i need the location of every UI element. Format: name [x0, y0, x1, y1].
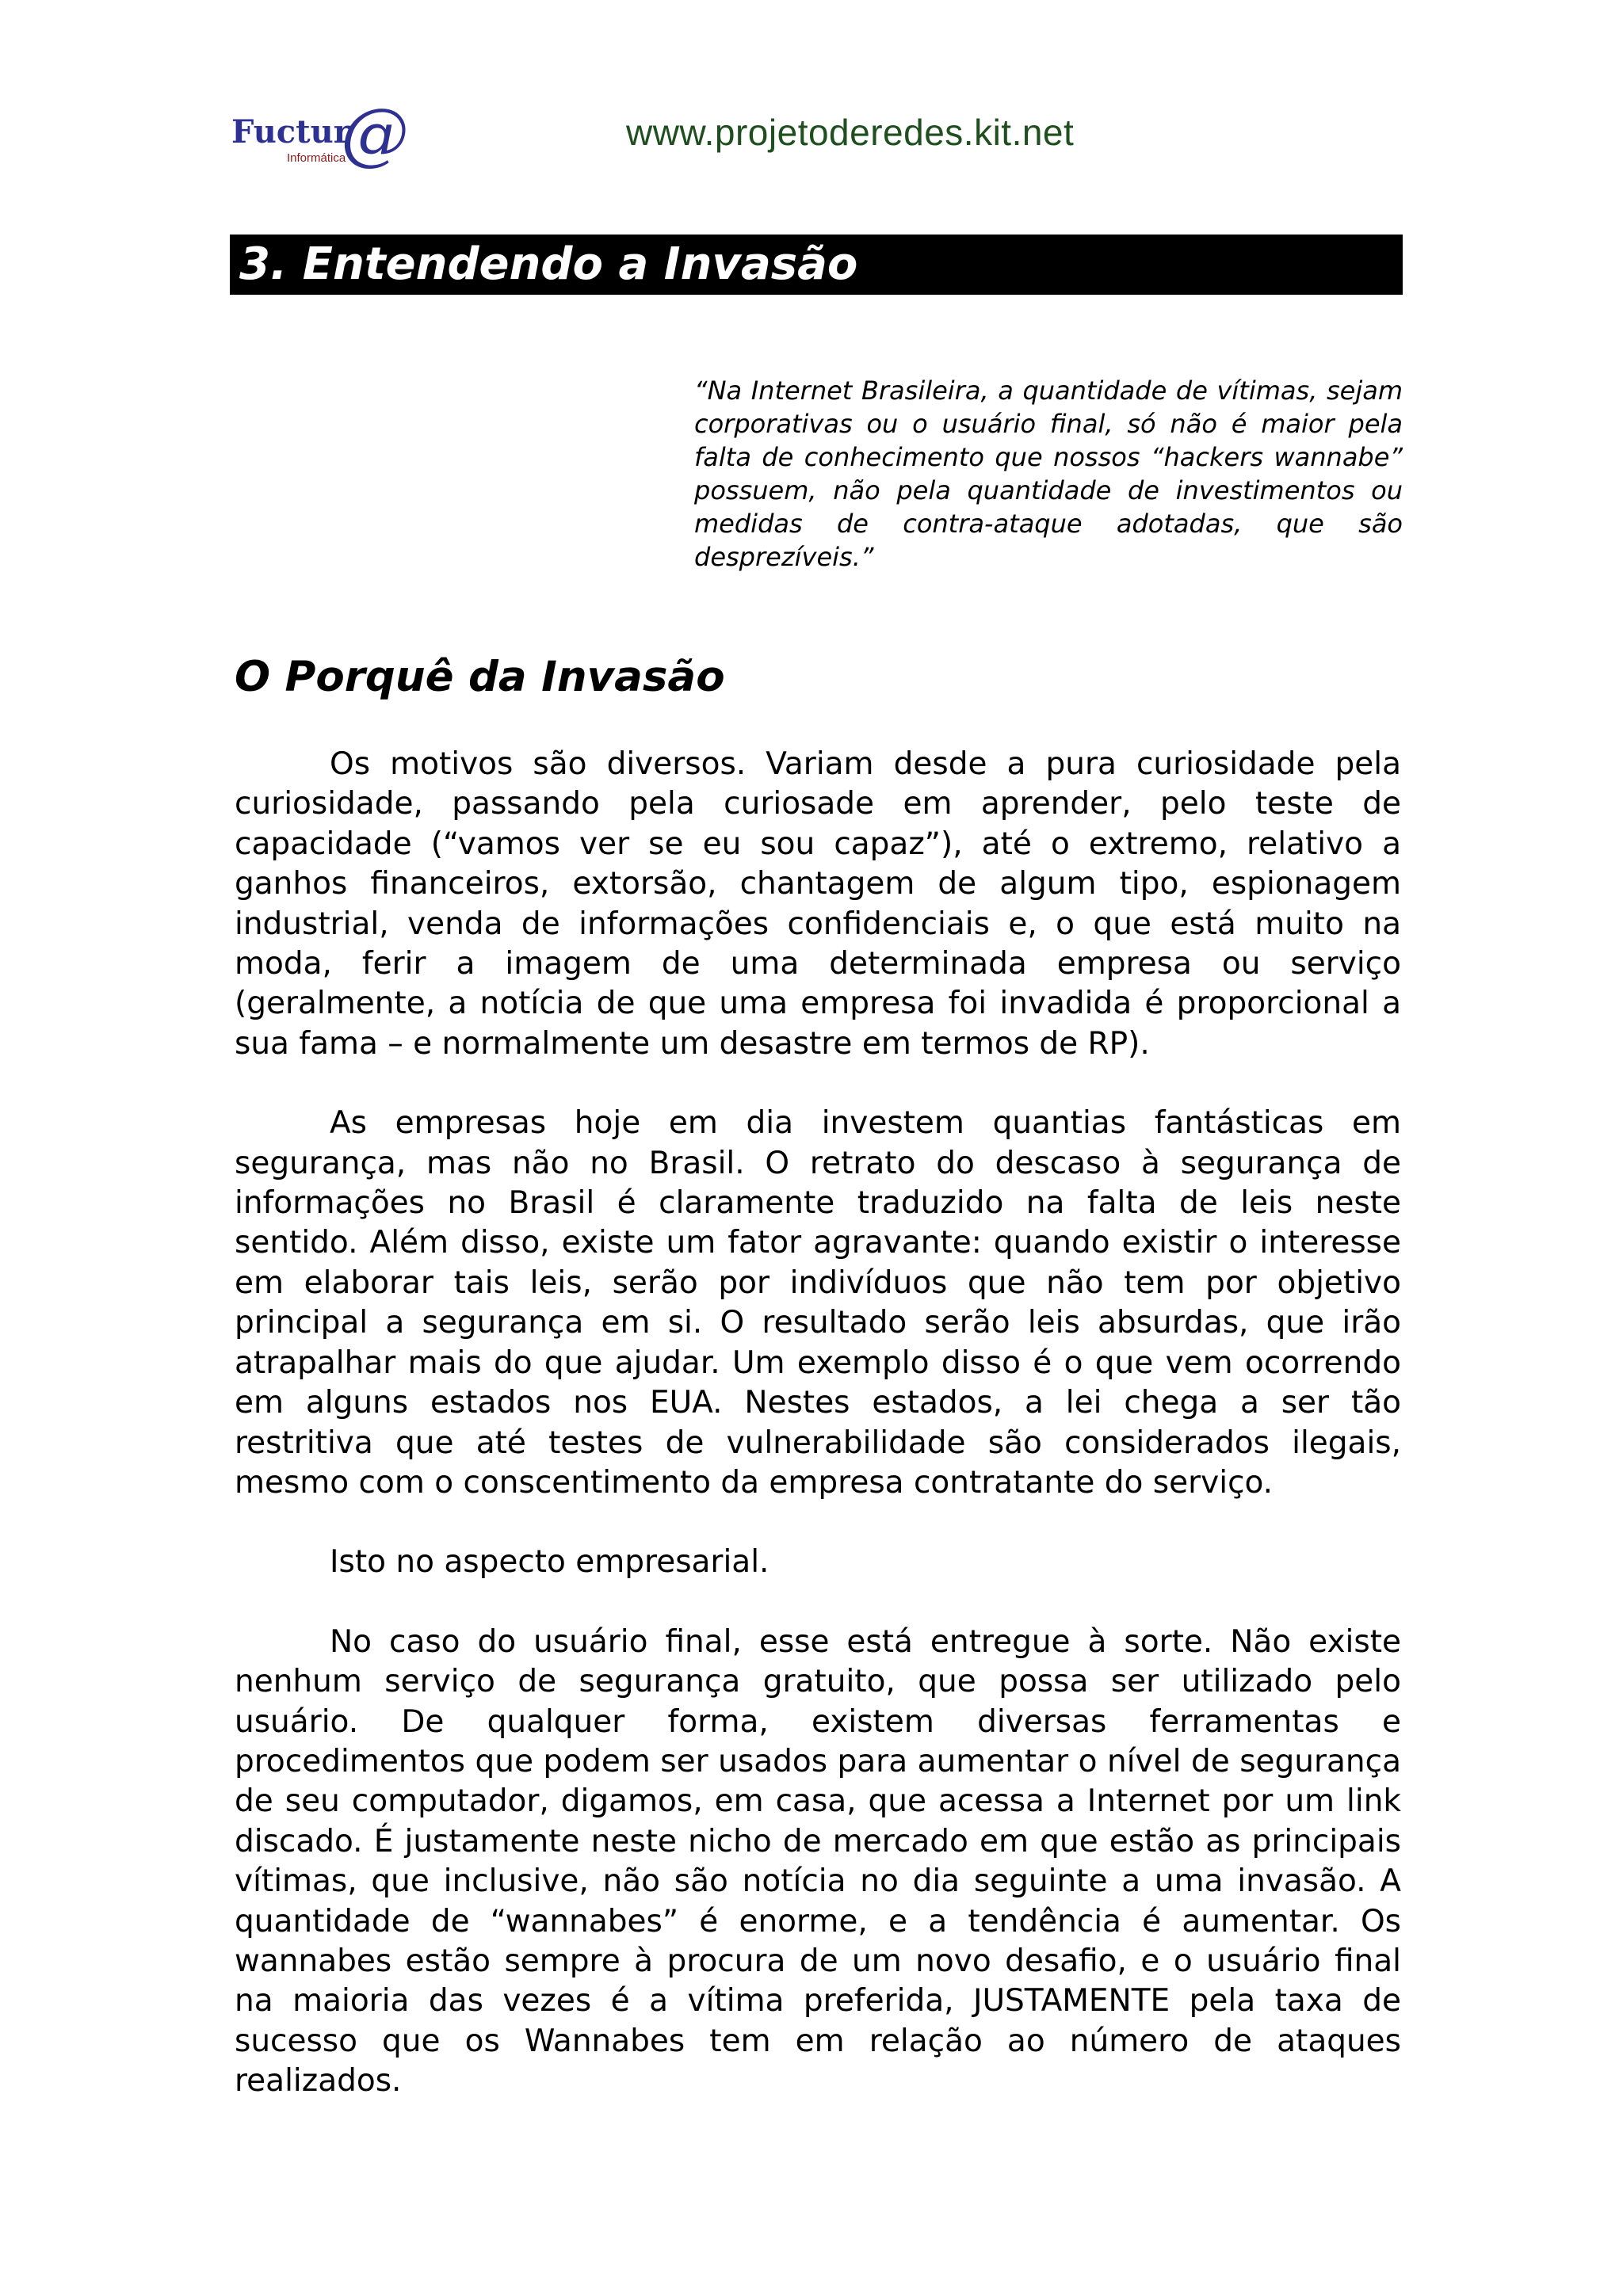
paragraph: Os motivos são diversos. Variam desde a pura curiosidade pela curiosidade, passando pela curiosade em aprender, pelo teste de capacidade (“vamos ver se eu sou capaz”), até o extremo, relativo a ganhos financeiros, extorsão, chantagem de algum tipo, espionagem industrial, venda de informações confidenciais e, o que está muito na moda, ferir a imagem de uma determinada empresa ou serviço (geralmente, a notícia de que uma empresa foi invadida é proporcional a sua fama – e normalmente um desastre em termos de RP). — [235, 746, 1401, 1062]
paragraph: No caso do usuário final, esse está entregue à sorte. Não existe nenhum serviço de segurança gratuito, que possa ser utilizado pelo usuário. De qualquer forma, existem diversas ferramentas e procedimentos que podem ser usados para aumentar o nível de segurança de seu computador, digamos, em casa, que acessa a Internet por um link discado. É justamente neste nicho de mercado em que estão as principais vítimas, que inclusive, não são notícia no dia seguinte a uma invasão. A quantidade de “wannabes” é enorme, e a tendência é aumentar. Os wannabes estão sempre à procura de um novo desafio, e o usuário final na maioria das vezes é a vítima preferida, JUSTAMENTE pela taxa de sucesso que os Wannabes tem em relação ao número de ataques realizados. — [235, 1623, 1401, 2100]
body-text — [235, 745, 1401, 2142]
chapter-title: 3. Entendendo a Invasão — [239, 238, 858, 290]
section-title: O Porquê da Invasão — [235, 653, 725, 701]
paragraph: Isto no aspecto empresarial. — [330, 1544, 769, 1581]
paragraph: As empresas hoje em dia investem quantias fantásticas em segurança, mas não no Brasil. O retrato do descaso à segurança de informações no Brasil é claramente traduzido na falta de leis neste sentido. Além disso, existe um fator agravante: quando existir o interesse em elaborar tais leis, serão por indivíduos que não tem por objetivo principal a segurança em si. O resultado serão leis absurdas, que irão atrapalhar mais do que ajudar. Um exemplo disso é o que vem ocorrendo em alguns estados nos EUA. Nestes estados, a lei chega a ser tão restritiva que até testes de vulnerabilidade são considerados ilegais, mesmo com o conscentimento da empresa contratante do serviço. — [235, 1105, 1401, 1501]
site-url: www.projetoderedes.kit.net — [626, 112, 1075, 153]
chapter-header-bar — [230, 235, 1403, 295]
epigraph-quote: “Na Internet Brasileira, a quantidade de vítimas, sejam corporativas ou o usuário final, só não é maior pela falta de conhecimento que nossos “hackers wannabe” possuem, não pela quantidade de investimentos ou medidas de contra-ataque adotadas, que são desprezíveis.” — [694, 376, 1403, 572]
logo-graphic — [230, 93, 420, 181]
logo-subtext: Informática — [287, 151, 346, 165]
logo-wordmark: Fuctur — [231, 113, 350, 151]
fuctura-logo — [230, 93, 420, 181]
logo-at-sign: @ — [341, 94, 409, 174]
